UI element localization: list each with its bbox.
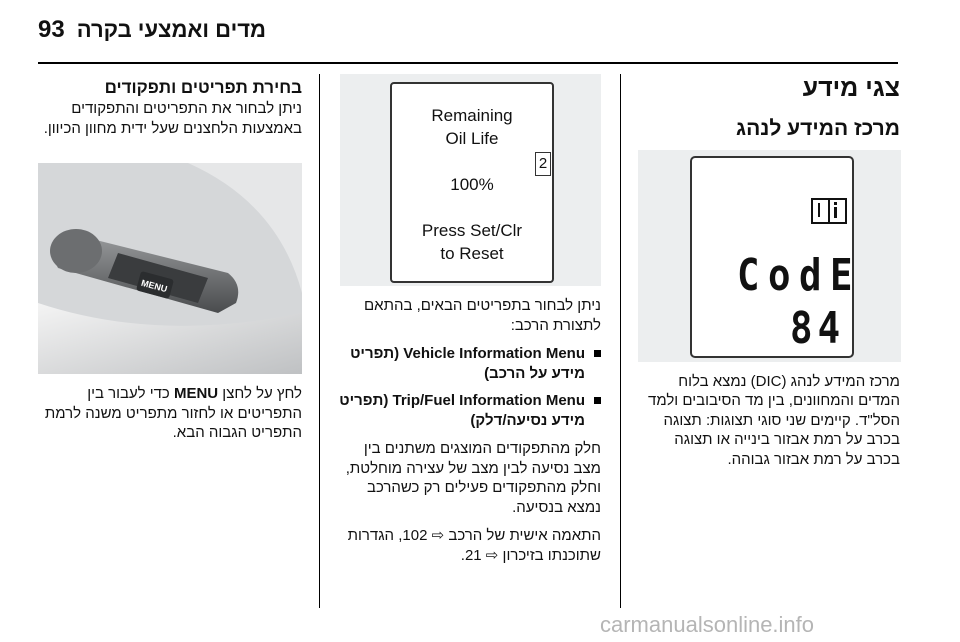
dic-description-line: הסל"ד. קיימים שני סוגי תצוגות: תצוגה [663,411,900,429]
oil-life-display [390,82,554,283]
page-number: 93 [38,16,65,43]
dic-description-line: מרכז המידע לנהג (DIC) נמצא בלוח [678,373,900,390]
dic-description [620,372,900,469]
column-divider-left [319,74,320,608]
menu-description [339,296,601,565]
screen-line: to Reset [440,244,504,263]
instruction-text: לחץ על לחצן [218,385,302,402]
watermark: carmanualsonline.info [600,612,815,637]
dic-description-line: בכרב על רמת אבזור גבוהה. [727,450,900,468]
book-icon [811,198,847,224]
page-title: מדים ואמצעי בקרה [76,17,266,42]
screen-line: Press Set/Clr [421,221,523,240]
paragraph: ניתן לבחור את התפריטים והתפקודים באמצעות הלחצנים שעל ידית מחוון הכיוון. [43,100,302,137]
paragraph: חלק מהתפקודים המוצגים משתנים בין מצב נסיעה לבין מצב של עצירה מוחלטת, וחלק מהתפקודים פעילים רק כשהרכב נמצא בנסיעה. [345,440,601,516]
screen-line: Remaining [431,106,513,125]
menu-button-label: MENU [140,277,169,295]
list-item-text: Vehicle Information Menu (תפריט מידע על הרכב) [350,345,585,382]
dic-code-number: 84 [790,303,846,354]
dic-description-line: המדים והמחוונים, בין מד הסיבובים ולמד [648,392,900,410]
turn-signal-lever-illustration [38,163,302,374]
section-subheading: מרכז המידע לנהג [736,117,900,140]
paragraph: התאמה אישית של הרכב ⇨ 102, הגדרות שתוכנתו בזיכרון ⇨ 21. [347,527,601,564]
section-heading: צגי מידע [802,74,900,102]
display-page-badge: 2 [535,152,551,176]
header-divider [38,62,898,64]
section-heading-menus: בחירת תפריטים ותפקודים [104,78,302,97]
menu-button-name: MENU [173,385,219,402]
lever-drawing [38,163,302,374]
dic-code-text: CodE [737,250,862,301]
instruction-text: כדי לעבור בין התפריטים או לחזור מתפריט משנה לרמת התפריט הגבוה הבא. [44,385,302,441]
screen-line: Oil Life [445,129,499,148]
list-item [339,344,601,383]
column-divider-right [620,74,621,608]
bullet-icon [594,350,601,357]
menu-button-instructions [32,384,302,443]
screen-line: 100% [450,175,494,194]
list-item-text: Trip/Fuel Information Menu (תפריט מידע נסיעה/דלק) [339,392,585,429]
dic-description-line: בכרב על רמת אבזור בינייה או תצוגה [674,431,900,449]
list-item [339,391,601,430]
menu-intro: ניתן לבחור בתפריטים הבאים, בהתאם לתצורת הרכב: [364,297,601,334]
bullet-icon [594,397,601,404]
